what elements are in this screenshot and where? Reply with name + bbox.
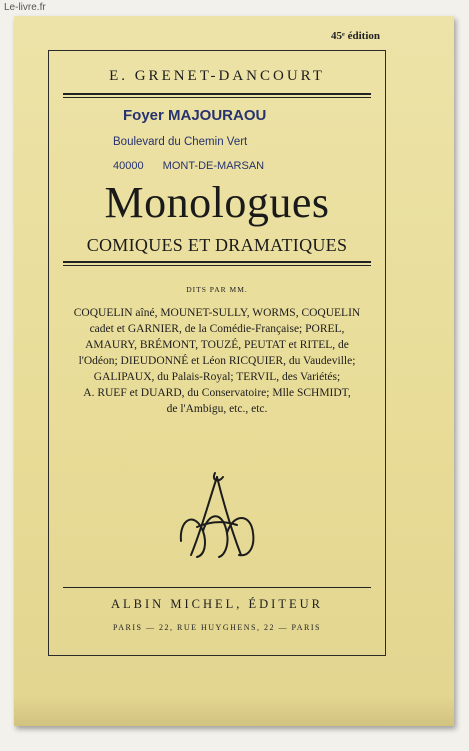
publisher-address: PARIS — 22, RUE HUYGHENS, 22 — PARIS xyxy=(113,623,321,632)
performers-list xyxy=(61,305,373,417)
performers-line: de l'Ambigu, etc., etc. xyxy=(166,403,268,415)
performers-line: A. RUEF et DUARD, du Conservatoire; Mlle SCHMIDT, xyxy=(83,387,351,399)
dits-par-label: DITS PAR MM. xyxy=(186,285,248,294)
bottom-rule xyxy=(63,587,371,588)
stamp-line-1: Foyer MAJOURAOU xyxy=(123,107,267,124)
publisher-name: ALBIN MICHEL, ÉDITEUR xyxy=(111,597,323,611)
library-stamp xyxy=(113,107,303,172)
book-subtitle: COMIQUES ET DRAMATIQUES xyxy=(86,235,348,255)
performers-line: l'Odéon; DIEUDONNÉ et Léon RICQUIER, du Vaudeville; xyxy=(78,355,356,367)
top-double-rule xyxy=(63,93,371,98)
author-name: E. GRENET-DANCOURT xyxy=(109,68,325,84)
watermark: Le-livre.fr xyxy=(4,2,46,13)
stamp-line-2: Boulevard du Chemin Vert xyxy=(113,136,248,148)
performers-line: AMAURY, BRÉMONT, TOUZÉ, PEUTAT et RITEL, de xyxy=(85,339,349,351)
stamp-city: MONT-DE-MARSAN xyxy=(162,160,265,172)
stamp-line-3 xyxy=(113,160,303,172)
stamp-zip: 40000 xyxy=(113,160,144,172)
book-cover xyxy=(14,16,454,726)
book-title: Monologues xyxy=(104,178,330,227)
cover-frame xyxy=(48,50,386,656)
performers-line: COQUELIN aîné, MOUNET-SULLY, WORMS, COQUELIN xyxy=(73,307,361,319)
middle-double-rule xyxy=(63,261,371,266)
am-monogram-icon xyxy=(175,471,261,561)
edition-label: 45ᵉ édition xyxy=(331,30,380,42)
performers-line: GALIPAUX, du Palais-Royal; TERVIL, des Variétés; xyxy=(93,371,341,383)
performers-line: cadet et GARNIER, de la Comédie-Française; POREL, xyxy=(89,323,345,335)
